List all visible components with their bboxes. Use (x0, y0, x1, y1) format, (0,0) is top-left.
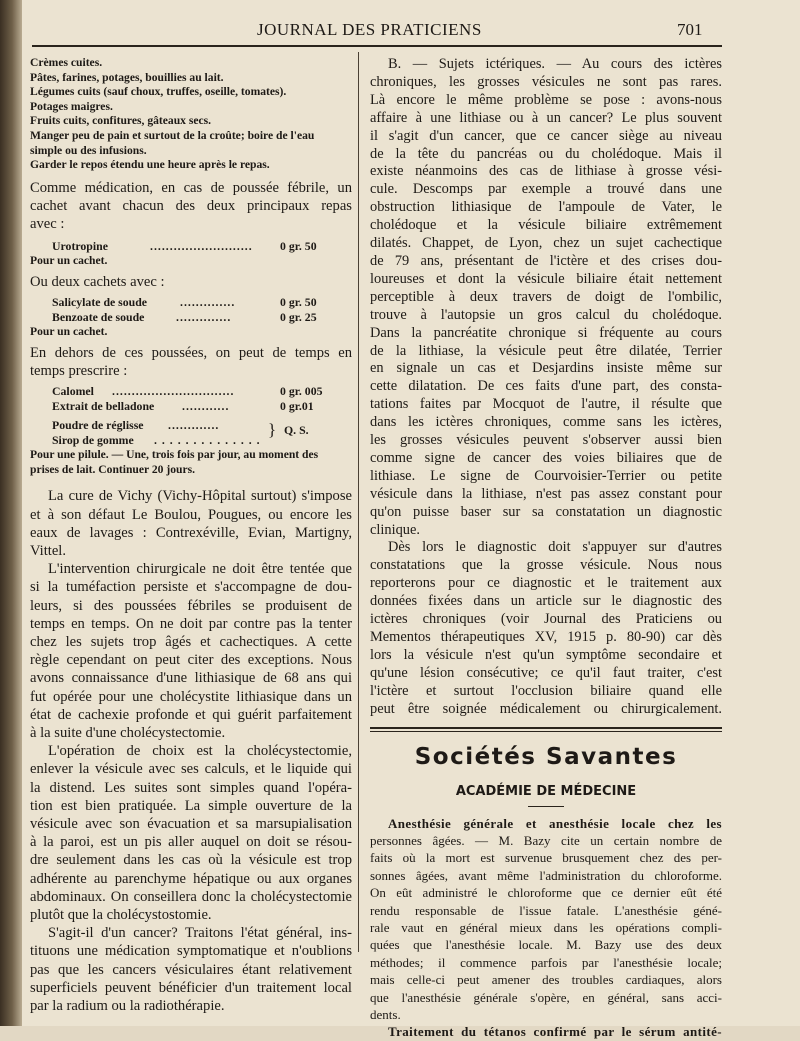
text-line: lithiase. Le signe de Courvoisier-Terrier ou petite (370, 467, 722, 484)
text-line: reporterons pour ce diagnostic et le traitement aux (370, 575, 722, 592)
text-line: chroniques, les grosses vésicules ne sont pas rares. (370, 73, 722, 90)
drug-quantity: 0 gr. 50 (280, 239, 317, 254)
text-line: B. — Sujets ictériques. — Au cours des ictères (388, 56, 722, 72)
prescription-row (30, 418, 352, 440)
alternative-intro: Ou deux cachets avec : (30, 273, 165, 290)
text-line: si la tuméfaction persiste et s'accompagne de dou- (30, 579, 352, 596)
text-line: cule. Descomps par exemple a trouvé dans une (370, 181, 722, 198)
leader-dots: . . . . . . . . . . . . . . (154, 433, 261, 448)
text-line: vésicule avec son évacuation et sa marsupialisation (30, 816, 352, 832)
text-line: ictères chroniques (voir Journal des Praticiens ou (370, 611, 722, 628)
text-line: L'opération de choix est la cholécystectomie, (48, 743, 352, 760)
right-column (370, 56, 722, 1041)
text-line: Vittel. (30, 542, 67, 559)
text-line: En dehors de ces poussées, on peut de temps en (30, 344, 352, 361)
text-line: qu'on puisse baser sur sa constatation un diagnostic (370, 503, 722, 520)
text-line: données fixées dans un article sur le diagnostic des (370, 593, 722, 610)
text-line: perceptible à deux travers de doigt de l'ombilic, (370, 288, 722, 305)
running-head (22, 20, 762, 40)
brace: } (268, 420, 277, 440)
text-line: dilatés. Chappet, de Lyon, chez un sujet cachectique (370, 235, 722, 252)
diet-line: Potages maigres. (30, 99, 113, 113)
text-line: vésicule dans la lithiase, n'est pas assez constant pour (370, 485, 722, 502)
prescription-row (30, 310, 352, 325)
text-line: quées que l'anesthésie locale. M. Bazy use des deux (370, 937, 722, 953)
report-title-line: Traitement du tétanos confirmé par le sérum antité- (388, 1024, 722, 1040)
journal-title: JOURNAL DES PRATICIENS (257, 20, 482, 39)
drug-name: Urotropine (52, 239, 108, 254)
text-line: temps en temps. On ne doit par contre pas la tenter (30, 615, 352, 632)
drug-name: Salicylate de soude (52, 295, 148, 310)
diet-line: Manger peu de pain et surtout de la croûte; boire de l'eau (30, 128, 315, 142)
text-line: L'intervention chirurgicale ne doit être tentée que (48, 561, 352, 578)
text-line: à la suite d'une cholécystectomie. (30, 724, 226, 741)
academy-heading: ACADÉMIE DE MÉDECINE (455, 783, 637, 799)
academy-rule (528, 806, 564, 807)
section-rule (370, 727, 722, 732)
icteric-subjects-section (370, 56, 722, 719)
diet-line: simple ou des infusions. (30, 143, 147, 157)
text-line: obstruction lithiasique de l'ampoule de Vater, le (370, 199, 722, 216)
text-line: dans les ictères chroniques, comme sans les ictères, (370, 414, 722, 431)
drug-name: Benzoate de soude (52, 310, 145, 325)
diet-list (30, 56, 352, 173)
text-line: Mementos thérapeutiques XV, 1915 p. 80-90) car dès (370, 629, 722, 645)
section-title: Sociétés Savantes (414, 743, 678, 770)
text-line: fut opérée pour une cholécystite lithiasique dans un (30, 688, 352, 705)
leader-dots: ............. (168, 418, 220, 433)
prescription-note: Pour un cachet. (30, 254, 108, 268)
text-line: temps prescrire : (30, 362, 128, 379)
text-line: tations faites par Mocquot de l'autre, il résulte que (370, 396, 722, 413)
journal-page (22, 0, 800, 1040)
text-line: leurs, si des poussées fébriles se produisent de (30, 597, 352, 614)
prescription-row (30, 295, 352, 310)
text-line: avons connaissance d'une lithiasique de 68 ans qui (30, 670, 352, 687)
drug-quantity: 0 gr. 50 (280, 295, 317, 310)
text-line: que l'anesthésie générale s'opère, en général, sans acci- (370, 989, 722, 1005)
text-line: il s'agit d'un cancer, que ce cancer siège au niveau (370, 127, 722, 144)
text-line: peut être soignée médicalement ou chirurgicalement. (370, 700, 722, 717)
text-line: existe néanmoins des cas de lithiase à grosse vési- (370, 163, 722, 180)
text-line: l'ictère et surtout l'occlusion biliaire quand elle (370, 682, 722, 699)
text-line: tituons une médication symptomatique et n'oublions (30, 943, 352, 960)
text-line: avec : (30, 216, 65, 233)
report-title-line: Anesthésie générale et anesthésie locale chez les (388, 815, 722, 831)
drug-quantity: Q. S. (284, 423, 309, 438)
diet-line: Crèmes cuites. (30, 56, 103, 69)
text-line: par la radium ou la radiothérapie. (30, 998, 225, 1015)
text-line: tion est bien pratiquée. La simple ouverture de la (30, 797, 352, 814)
text-line: de 79 ans, présentant de l'ictère et des crises dou- (370, 252, 722, 269)
drug-quantity: 0 gr. 005 (280, 384, 323, 399)
prescription-note: prises de lait. Continuer 20 jours. (30, 462, 196, 476)
text-line: abdominaux. On conseillera donc la cholécystectomie (30, 888, 352, 905)
diet-line: Fruits cuits, confitures, gâteaux secs. (30, 114, 212, 128)
text-line: et à son défaut Le Boulou, Pougues, ou encore les (30, 506, 352, 523)
text-line: enlever la vésicule avec ses calculs, et le liquide qui (30, 761, 352, 778)
text-line: clinique. (370, 521, 420, 538)
treatment-paragraphs (30, 487, 352, 1015)
diet-line: Garder le repos étendu une heure après le repas. (30, 158, 270, 172)
leader-dots: ............................... (112, 384, 235, 399)
text-line: pas que les cancers vésiculaires étant relativement (30, 961, 352, 978)
leader-dots: .......................... (150, 239, 253, 254)
drug-quantity: 0 gr. 25 (280, 310, 317, 325)
text-line: Dans la pancréatite chronique si fréquente au cours (370, 324, 722, 341)
text-line: lors la vésicule n'est qu'un symptôme secondaire et (370, 646, 722, 663)
leader-dots: .............. (176, 310, 232, 325)
text-line: Dès lors le diagnostic doit s'appuyer sur d'autres (388, 539, 722, 556)
text-line: qu'une lésion consécutive; ce qu'il faut traiter, c'est (370, 664, 722, 681)
text-line: cachet avant chacun des deux principaux repas (30, 197, 352, 214)
text-line: à la paroi, est un pis aller auquel on doit se résou- (30, 834, 352, 851)
diet-line: Légumes cuits (sauf choux, truffes, oseille, tomates). (30, 85, 287, 99)
text-line: rale vaut en général mieux dans les opérations compli- (370, 919, 722, 935)
text-line: eaux de lavages : Contrexéville, Evian, Martigny, (30, 524, 352, 541)
drug-name: Calomel (52, 384, 94, 399)
prescription-row (30, 384, 352, 399)
text-line: dre seulement dans les cas où la vésicule est trop (30, 852, 352, 869)
drug-name: Poudre de réglisse (52, 418, 144, 433)
book-binding-shadow (0, 0, 22, 1026)
academy-report (370, 815, 722, 1041)
text-line: sonnes âgées, avant même l'administration du chloroforme. (370, 867, 722, 883)
text-line: de la tête du pancréas ou du cholédoque. Mais il (370, 145, 722, 162)
header-rule (32, 45, 722, 47)
left-column (30, 56, 352, 1015)
text-line: cette dilatation. De ces faits d'une part, des consta- (370, 378, 722, 395)
text-line: méthodes; il commence parfois par l'anesthésie locale; (370, 954, 722, 970)
text-line: règle cependant on peut citer des exceptions. Nous (30, 652, 352, 669)
text-line: Comme médication, en cas de poussée fébrile, un (30, 179, 352, 196)
column-divider (358, 52, 359, 952)
drug-quantity: 0 gr.01 (280, 399, 314, 414)
drug-name: Sirop de gomme (52, 433, 134, 448)
prescription-note: Pour une pilule. — Une, trois fois par jour, au moment des (30, 448, 319, 462)
text-line: On eût administré le chloroforme que ce dernier eût été (370, 885, 722, 901)
prescription-row (30, 239, 352, 254)
text-line: adhérente au parenchyme hépatique ou aux organes (30, 870, 352, 887)
text-line: comme signe de cancer des voies biliaires que de (370, 449, 722, 466)
prescription-row (30, 433, 352, 448)
outside-attacks-intro (30, 344, 352, 380)
text-line: S'agit-il d'un cancer? Traitons l'état général, ins- (48, 925, 352, 942)
text-line: dents. (370, 1007, 401, 1022)
text-line: La cure de Vichy (Vichy-Hôpital surtout) s'impose (48, 488, 352, 505)
text-line: mais celle-ci peut amener des troubles cardiaques, alors (370, 972, 722, 988)
text-line: en signale un cas et Desjardins insiste même sur (370, 360, 722, 377)
leader-dots: ............ (182, 399, 230, 414)
diet-line: Pâtes, farines, potages, bouillies au lait. (30, 70, 224, 84)
text-line: Là encore le même problème se pose : avons-nous (370, 91, 722, 108)
text-line: état de cachexie profonde et qui guérit parfaitement (30, 706, 352, 723)
medication-intro (30, 179, 352, 234)
text-line: affaire à une lithiase ou à un cancer? Le plus souvent (370, 109, 722, 126)
text-line: plutôt que la cholécystostomie. (30, 907, 212, 924)
text-line: rendu responsable de l'issue fatale. L'anesthésie géné- (370, 902, 722, 918)
text-line: les grosses vésicules peuvent s'observer aussi bien (370, 432, 722, 449)
prescription-note: Pour un cachet. (30, 325, 108, 339)
text-line: personnes âgées. — M. Bazy cite un certain nombre de (370, 832, 722, 848)
leader-dots: .............. (180, 295, 236, 310)
drug-name: Extrait de belladone (52, 399, 155, 414)
text-line: de la lithiase, la vésicule peut être dilatée, Terrier (370, 342, 722, 359)
text-line: trouve à l'autopsie un gros calcul du cholédoque. (370, 306, 722, 323)
text-line: superficiels peuvent bénéficier d'un traitement local (30, 979, 352, 996)
text-line: faits où la mort est survenue brusquement chez des per- (370, 850, 722, 866)
text-line: chez les sujets trop âgés et cachectiques. A cette (30, 633, 352, 650)
page-number: 701 (677, 20, 703, 39)
text-line: cholédoque et la vésicule biliaire extrêmement (370, 217, 722, 234)
text-line: la distend. Les suites sont simples quand l'opéra- (30, 779, 352, 796)
text-line: constatations que la grosse vésicule. Nous nous (370, 557, 722, 574)
text-line: loureuses et dont la vésicule biliaire était nettement (370, 270, 722, 287)
prescription-row (30, 399, 352, 414)
